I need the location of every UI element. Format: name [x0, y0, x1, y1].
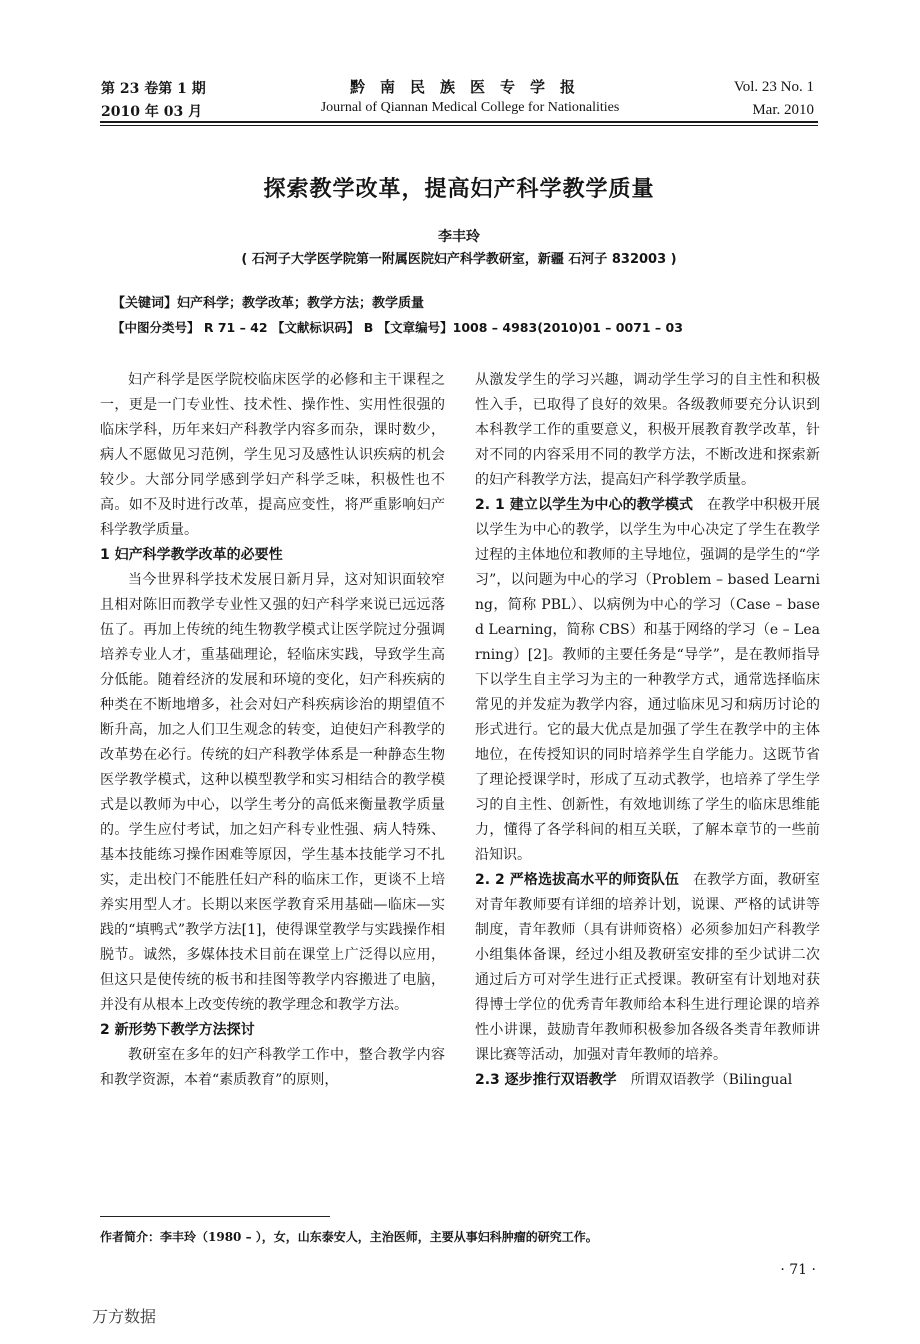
section-2-1-heading: 2. 1 建立以学生为中心的教学模式	[475, 497, 694, 513]
journal-title-en: Journal of Qiannan Medical College for Nationalities	[320, 100, 620, 115]
section-1-heading: 1 妇产科学教学改革的必要性	[100, 547, 283, 563]
date-en: Mar. 2010	[752, 102, 814, 118]
left-column	[100, 368, 445, 1093]
section-2-1-body: 在教学中积极开展以学生为中心的教学，以学生为中心决定了学生在教学过程的主体地位和教师的主导地位，强调的是学生的“学习”，以问题为中心的学习（Problem – based Learning，简称 PBL）、以病例为中心的学习（Case – based Learning，简称 CBS）和基于网络的学习（e – Learning）[2]。教师的主要任务是“导学”，是在教师指导下以学生自主学习为主的一种教学方式，通常选择临床常见的并发症为教学内容，通过临床见习和病历讨论的形式进行。它的最大优点是加强了学生在教学中的主体地位，在传授知识的同时培养学生自学能力。这既节省了理论授课学时，形成了互动式教学，也培养了学生学习的自主性、创新性，有效地训练了学生的临床思维能力，懂得了各学科间的相互关联，了解本章节的一些前沿知识。	[475, 497, 820, 863]
header-rule-thick	[100, 121, 818, 123]
author-footnote: 作者简介：李丰玲（1980 – ），女，山东泰安人，主治医师，主要从事妇科肿瘤的研究工作。	[100, 1230, 598, 1244]
keywords-line	[112, 292, 424, 311]
author-affiliation: ( 石河子大学医学院第一附属医院妇产科学教研室，新疆 石河子 832003 )	[241, 252, 677, 267]
intro-paragraph: 妇产科学是医学院校临床医学的必修和主干课程之一，更是一门专业性、技术性、操作性、实用性很强的临床学科，历年来妇产科教学内容多而杂，课时数少，病人不愿做见习范例，学生见习及感性认识疾病的机会较少。大部分同学感到学妇产科学乏味，积极性也不高。如不及时进行改革，提高应变性，将严重影响妇产科学教学质量。	[100, 372, 445, 538]
section-1-paragraph: 当今世界科学技术发展日新月异，这对知识面较窄且相对陈旧而教学专业性又强的妇产科学来说已远远落伍了。再加上传统的纯生物教学模式让医学院过分强调培养专业人才，重基础理论，轻临床实践，导致学生高分低能。随着经济的发展和环境的变化，妇产科疾病的种类在不断地增多，社会对妇产科疾病诊治的期望值不断升高，加之人们卫生观念的转变，迫使妇产科教学的改革势在必行。传统的妇产科教学体系是一种静态生物医学教学模式，这种以模型教学和实习相结合的教学模式是以教师为中心，以学生考分的高低来衡量教学质量的。学生应付考试，加之妇产科专业性强、病人特殊、基本技能练习操作困难等原因，学生基本技能学习不扎实，走出校门不能胜任妇产科的临床工作，更谈不上培养实用型人才。长期以来医学教育采用基础—临床—实践的“填鸭式”教学方法[1]，使得课堂教学与实践操作相脱节。诚然，多媒体技术目前在课堂上广泛得以应用，但这只是使传统的板书和挂图等教学内容搬进了电脑，并没有从根本上改变传统的教学理念和教学方法。	[100, 572, 445, 1013]
classification-line: 【中图分类号】 R 71 – 42 【文献标识码】 B 【文章编号】1008 – 4983(2010)01 – 0071 – 03	[112, 320, 683, 335]
keywords: 妇产科学；教学改革；教学方法；教学质量	[177, 296, 425, 311]
author-name: 李丰玲	[438, 229, 480, 245]
section-2-2-body: 在教学方面，教研室对青年教师要有详细的培养计划，说课、严格的试讲等制度，青年教师（具有讲师资格）必须参加妇产科教学小组集体备课，经过小组及教研室安排的至少试讲二次通过后方可对学生进行正式授课。教研室有计划地对获得博士学位的优秀青年教师给本科生进行理论课的培养性小讲课，鼓励青年教师积极参加各级各类青年教师讲课比赛等活动，加强对青年教师的培养。	[475, 872, 821, 1063]
article-title: 探索教学改革，提高妇产科学教学质量	[263, 177, 655, 202]
section-2-2-heading: 2. 2 严格选拔高水平的师资队伍	[475, 872, 680, 888]
watermark: 万方数据	[92, 1307, 157, 1326]
keywords-label: 【关键词】	[112, 296, 178, 311]
volume-issue-cn: 第 23 卷第 1 期	[101, 81, 206, 97]
section-2-3-heading: 2.3 逐步推行双语教学	[475, 1072, 617, 1088]
section-2-heading: 2 新形势下教学方法探讨	[100, 1022, 255, 1038]
volume-issue-en: Vol. 23 No. 1	[733, 79, 814, 95]
section-2-paragraph: 教研室在多年的妇产科教学工作中，整合教学内容和教学资源，本着“素质教育”的原则，	[100, 1047, 445, 1088]
page-number: · 71 ·	[780, 1262, 816, 1278]
footnote-rule	[100, 1216, 330, 1217]
journal-title-cn: 黔南民族医专学报	[349, 78, 590, 96]
continued-paragraph: 从激发学生的学习兴趣，调动学生学习的自主性和积极性入手，已取得了良好的效果。各级教师要充分认识到本科教学工作的重要意义，积极开展教育教学改革，针对不同的内容采用不同的教学方法，不断改进和探索新的妇产科教学方法，提高妇产科学教学质量。	[475, 372, 820, 488]
right-column	[475, 368, 820, 1093]
header-rule-thin	[100, 125, 818, 126]
date-cn: 2010 年 03 月	[101, 104, 203, 120]
section-2-3-body: 所谓双语教学（Bilingual	[630, 1072, 793, 1088]
